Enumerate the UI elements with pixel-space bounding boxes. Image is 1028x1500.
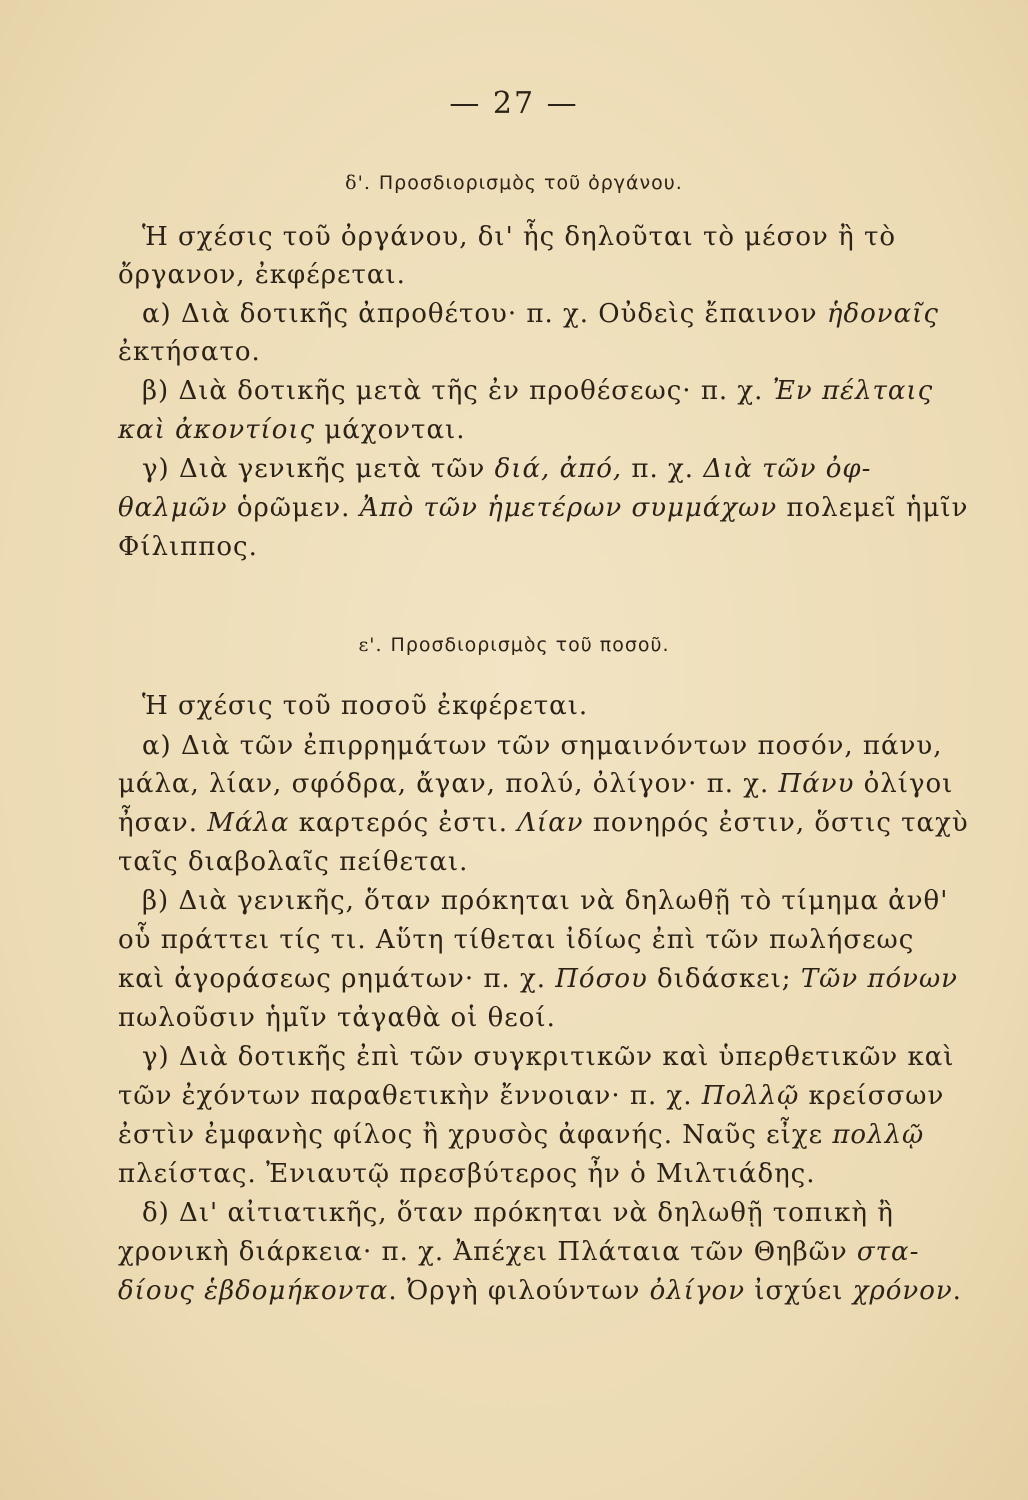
section-heading-instrument bbox=[0, 172, 1028, 194]
text-line: χρονικὴ διάρκεια· π. χ. Ἀπέχει Πλάταια τῶν Θηβῶν στα- bbox=[118, 1237, 920, 1267]
section-marker: ε'. bbox=[358, 634, 383, 656]
text-line: θαλμῶν ὁρῶμεν. Ἀπὸ τῶν ἡμετέρων συμμάχων πολεμεῖ ἡμῖν bbox=[118, 493, 969, 523]
text-line: πλείστας. Ἐνιαυτῷ πρεσβύτερος ἦν ὁ Μιλτιάδης. bbox=[118, 1159, 816, 1189]
text-line: καὶ ἀκοντίοις μάχονται. bbox=[118, 415, 466, 445]
text-line: β) Διὰ γενικῆς, ὅταν πρόκηται νὰ δηλωθῇ τὸ τίμημα ἀνθ' bbox=[142, 886, 949, 916]
text-line: καὶ ἀγοράσεως ρημάτων· π. χ. Πόσου διδάσκει; Τῶν πόνων bbox=[118, 964, 958, 994]
text-line: μάλα, λίαν, σφόδρα, ἄγαν, πολύ, ὀλίγον· π. χ. Πάνυ ὀλίγοι bbox=[118, 769, 954, 799]
section-title: Προσδιορισμὸς τοῦ ποσοῦ. bbox=[390, 634, 670, 656]
text-line: Ἡ σχέσις τοῦ ὀργάνου, δι' ἧς δηλοῦται τὸ μέσον ἢ τὸ bbox=[142, 222, 896, 252]
text-line: δ) Δι' αἰτιατικῆς, ὅταν πρόκηται νὰ δηλωθῇ τοπικὴ ἢ bbox=[142, 1198, 894, 1228]
section-marker: δ'. bbox=[345, 172, 371, 194]
text-line: Ἡ σχέσις τοῦ ποσοῦ ἐκφέρεται. bbox=[142, 691, 589, 721]
text-line: πωλοῦσιν ἡμῖν τἀγαθὰ οἱ θεοί. bbox=[118, 1003, 556, 1033]
text-line: γ) Διὰ γενικῆς μετὰ τῶν διά, ἀπό, π. χ. Διὰ τῶν ὀφ- bbox=[142, 454, 872, 484]
text-line: β) Διὰ δοτικῆς μετὰ τῆς ἐν προθέσεως· π. χ. Ἐν πέλταις bbox=[142, 376, 934, 406]
section-title: Προσδιορισμὸς τοῦ ὀργάνου. bbox=[378, 172, 683, 194]
text-line: ἐκτήσατο. bbox=[118, 337, 261, 367]
section-heading-quantity bbox=[0, 634, 1028, 656]
text-line: α) Διὰ δοτικῆς ἀπροθέτου· π. χ. Οὐδεὶς ἔπαινον ἡδοναῖς bbox=[142, 299, 939, 329]
text-line: ἐστὶν ἐμφανὴς φίλος ἢ χρυσὸς ἀφανής. Ναῦς εἶχε πολλῷ bbox=[118, 1120, 925, 1150]
text-line: ταῖς διαβολαῖς πείθεται. bbox=[118, 847, 469, 877]
text-line: ἦσαν. Μάλα καρτερός ἐστι. Λίαν πονηρός ἐστιν, ὅστις ταχὺ bbox=[118, 808, 969, 838]
text-line: τῶν ἐχόντων παραθετικὴν ἔννοιαν· π. χ. Πολλῷ κρείσσων bbox=[118, 1081, 945, 1111]
text-line: γ) Διὰ δοτικῆς ἐπὶ τῶν συγκριτικῶν καὶ ὑπερθετικῶν καὶ bbox=[142, 1042, 955, 1072]
text-line: οὗ πράττει τίς τι. Αὕτη τίθεται ἰδίως ἐπὶ τῶν πωλήσεως bbox=[118, 925, 915, 955]
text-line: δίους ἑβδομήκοντα. Ὀργὴ φιλούντων ὀλίγον ἰσχύει χρόνον. bbox=[118, 1276, 962, 1306]
page-number: — 27 — bbox=[449, 86, 579, 121]
text-line: α) Διὰ τῶν ἐπιρρημάτων τῶν σημαινόντων ποσόν, πάνυ, bbox=[142, 731, 943, 761]
text-line: ὄργανον, ἐκφέρεται. bbox=[118, 260, 406, 290]
text-line: Φίλιππος. bbox=[118, 532, 258, 562]
